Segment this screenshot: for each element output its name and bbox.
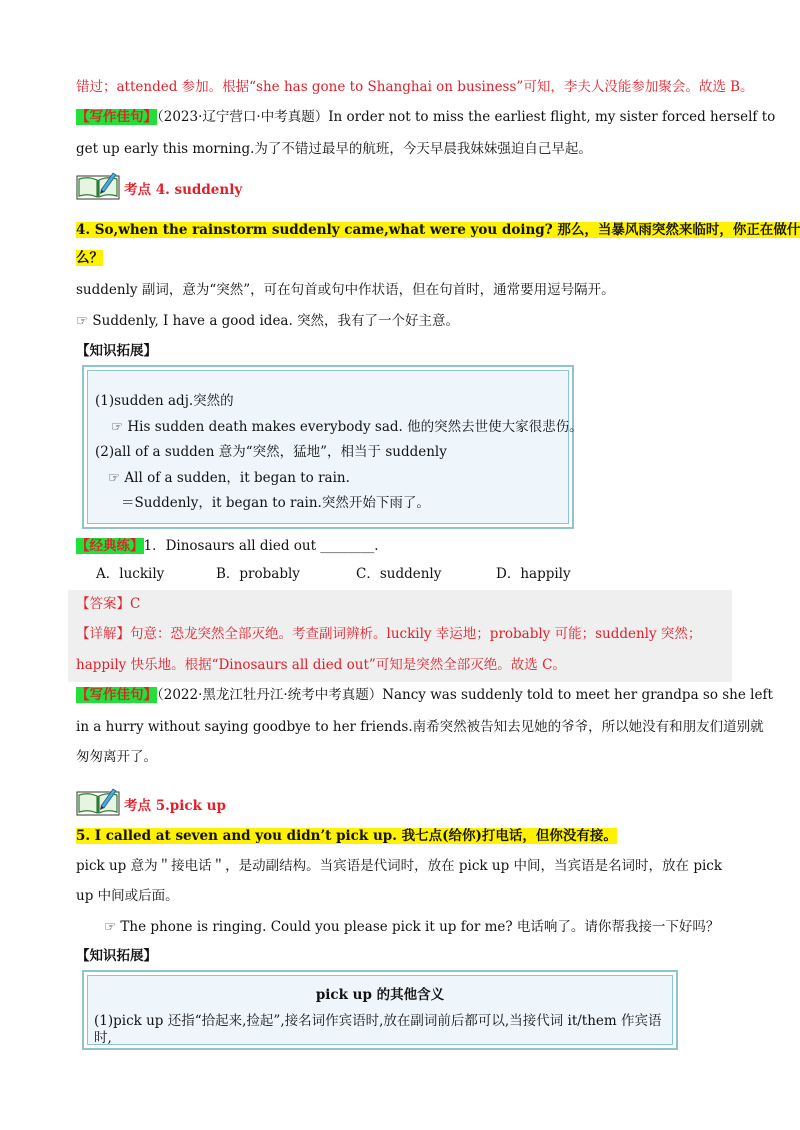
book-pencil-icon [76, 170, 120, 200]
knowledge-box-2 [82, 970, 678, 1050]
writing-sentence-2 [76, 684, 773, 706]
kaodian-5-title-text: 5. I called at seven and you didn’t pick up. 我七点(给你)打电话，但你没有接。 [76, 828, 617, 844]
kaodian-5-description-line1: pick up 意为＂接电话＂，是动副结构。当宾语是代词时，放在 pick up 中间，当宾语是名词时，放在 pick [76, 858, 723, 874]
writing-sentence-1-line2: get up early this morning.为了不错过最早的航班，今天早晨我妹妹强迫自己早起。 [76, 141, 592, 157]
knowledge-box-1 [82, 365, 583, 529]
writing-sentence-1 [76, 106, 775, 128]
knowledge-2-title: pick up 的其他含义 [315, 987, 445, 1003]
writing-tag-2: 【写作佳句】 [76, 687, 157, 703]
writing-sentence-2-line3: 匆匆离开了。 [76, 749, 157, 765]
kaodian-4-example: ☞ Suddenly, I have a good idea. 突然，我有了一个好主意。 [76, 313, 460, 329]
kaodian-5-description-line2: up 中间或后面。 [76, 888, 179, 904]
kaodian-4-description: suddenly 副词，意为“突然”，可在句首或句中作状语，但在句首时，通常要用逗号隔开。 [76, 282, 615, 298]
writing-sentence-2-line1: （2022·黑龙江牡丹江·统考中考真题）Nancy was suddenly told to meet her grandpa so she left [157, 687, 773, 703]
kaodian-5-label: 考点 5.pick up [124, 798, 226, 814]
kaodian-4-title [76, 219, 800, 241]
kaodian-5-example: ☞ The phone is ringing. Could you please pick it up for me? 电话响了。请你帮我接一下好吗？ [104, 919, 720, 935]
practice-answer: 【答案】C [76, 596, 141, 612]
knowledge-1-line2: ☞ His sudden death makes everybody sad. 他的突然去世使大家很悲伤。 [111, 419, 583, 435]
knowledge-1-line1: (1)sudden adj.突然的 [95, 393, 234, 409]
practice-detail-line2: happily 快乐地。根据“Dinosaurs all died out”可知是突然全部灭绝。故选 C。 [76, 657, 566, 673]
kaodian-4-header [76, 170, 242, 200]
knowledge-1-line5: ＝Suddenly，it began to rain.突然开始下雨了。 [121, 495, 430, 511]
practice-question-text: 1．Dinosaurs all died out ________. [143, 538, 379, 554]
option-b: B．probably [216, 566, 300, 582]
kaodian-4-title-line2: 么？ [76, 250, 103, 266]
writing-sentence-2-line2: in a hurry without saying goodbye to her friends.南希突然被告知去见她的爷爷，所以她没有和朋友们道别就 [76, 719, 764, 735]
option-c: C．suddenly [356, 566, 442, 582]
practice-detail-line1: 【详解】句意：恐龙突然全部灭绝。考查副词辨析。luckily 幸运地；probably 可能；suddenly 突然； [76, 626, 702, 642]
kaodian-4-title-line1: 4. So,when the rainstorm suddenly came,what were you doing? 那么，当暴风雨突然来临时，你正在做什 [76, 222, 800, 238]
option-d: D．happily [496, 566, 571, 582]
knowledge-1-line4: ☞ All of a sudden，it began to rain. [108, 470, 350, 486]
knowledge-expansion-heading-2: 【知识拓展】 [76, 948, 157, 964]
knowledge-1-line3: (2)all of a sudden 意为“突然，猛地”，相当于 suddenly [95, 444, 447, 460]
knowledge-2-line1: (1)pick up 还指“拾起来,捡起”,接名词作宾语时,放在副词前后都可以,当接代词 it/them 作宾语 [94, 1013, 662, 1029]
kaodian-4-label: 考点 4. suddenly [124, 182, 243, 198]
option-a: A．luckily [96, 566, 165, 582]
previous-answer-explanation: 错过；attended 参加。根据“she has gone to Shanghai on business”可知，李夫人没能参加聚会。故选 B。 [76, 79, 754, 95]
kaodian-4-title-wrap [76, 247, 103, 269]
knowledge-2-line2: 时, [94, 1030, 112, 1046]
book-pencil-icon [76, 786, 120, 816]
practice-tag: 【经典练】 [76, 538, 144, 554]
kaodian-5-header [76, 786, 226, 816]
writing-tag: 【写作佳句】 [76, 109, 157, 125]
practice-question [76, 535, 379, 557]
writing-sentence-1-line1: （2023·辽宁营口·中考真题）In order not to miss the earliest flight, my sister forced herself to [157, 109, 776, 125]
knowledge-expansion-heading-1: 【知识拓展】 [76, 343, 157, 359]
kaodian-5-title [76, 825, 617, 847]
